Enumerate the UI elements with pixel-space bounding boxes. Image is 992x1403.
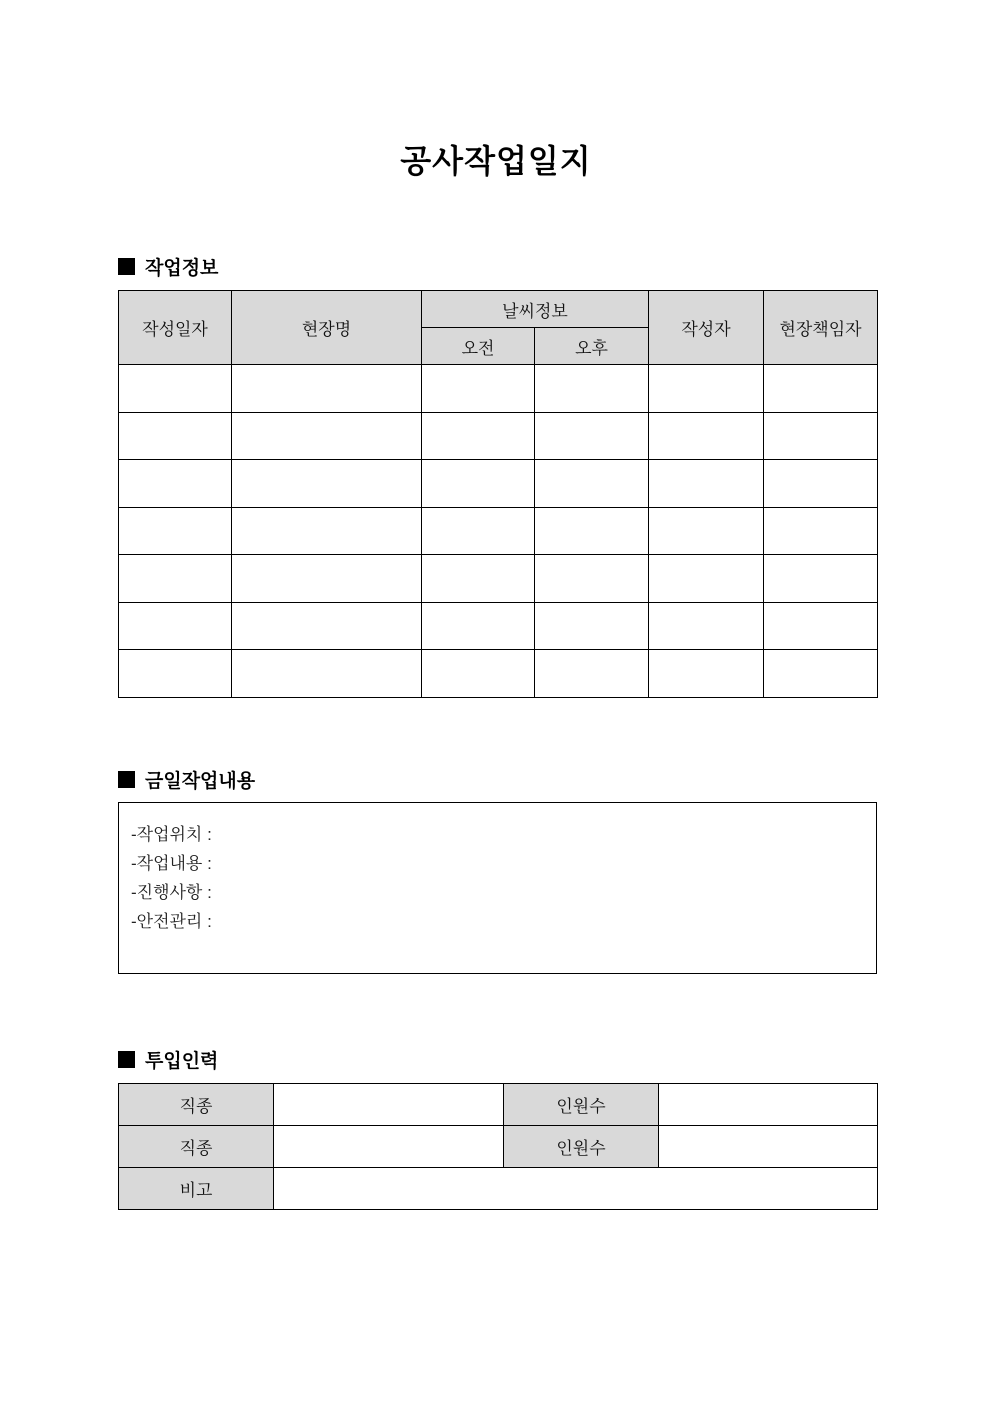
work-info-empty-row bbox=[119, 460, 878, 508]
manpower-label-cell: 인원수 bbox=[504, 1126, 659, 1168]
column-header-morning: 오전 bbox=[422, 328, 535, 365]
work-info-empty-row bbox=[119, 555, 878, 603]
column-header-weather: 날씨정보 bbox=[422, 291, 649, 328]
section-heading-manpower bbox=[118, 1046, 218, 1073]
work-info-empty-cell bbox=[764, 412, 878, 460]
manpower-table bbox=[118, 1083, 878, 1210]
section-heading-today-work bbox=[118, 766, 255, 793]
work-info-empty-row bbox=[119, 650, 878, 698]
section-heading-work-info bbox=[118, 253, 218, 280]
manpower-empty-cell bbox=[659, 1126, 878, 1168]
work-detail-line: -작업위치 : bbox=[131, 825, 212, 844]
work-info-table-body bbox=[119, 365, 878, 698]
work-info-empty-cell bbox=[764, 602, 878, 650]
work-info-table bbox=[118, 290, 878, 698]
work-info-empty-cell bbox=[232, 507, 422, 555]
work-info-empty-cell bbox=[649, 507, 764, 555]
work-info-empty-cell bbox=[119, 602, 232, 650]
column-header-date: 작성일자 bbox=[119, 291, 232, 365]
manpower-row bbox=[119, 1084, 878, 1126]
manpower-table-body bbox=[119, 1084, 878, 1210]
section-heading-label: 금일작업내용 bbox=[145, 771, 256, 792]
manpower-label-cell: 직종 bbox=[119, 1084, 274, 1126]
work-info-empty-cell bbox=[119, 365, 232, 413]
work-detail-line: -진행사항 : bbox=[131, 883, 212, 902]
work-info-empty-cell bbox=[764, 507, 878, 555]
work-info-empty-cell bbox=[232, 602, 422, 650]
work-info-empty-cell bbox=[535, 555, 649, 603]
work-info-empty-cell bbox=[764, 650, 878, 698]
column-header-author: 작성자 bbox=[649, 291, 764, 365]
work-info-empty-cell bbox=[649, 460, 764, 508]
work-info-empty-row bbox=[119, 365, 878, 413]
work-info-table-header bbox=[119, 291, 878, 365]
header-row-top bbox=[119, 291, 878, 328]
manpower-label-cell: 인원수 bbox=[504, 1084, 659, 1126]
work-info-empty-cell bbox=[764, 365, 878, 413]
work-info-empty-cell bbox=[119, 460, 232, 508]
work-info-empty-cell bbox=[422, 412, 535, 460]
section-heading-label: 작업정보 bbox=[145, 258, 219, 279]
black-square-icon bbox=[118, 258, 135, 275]
work-info-empty-cell bbox=[535, 365, 649, 413]
column-header-afternoon: 오후 bbox=[535, 328, 649, 365]
work-info-empty-cell bbox=[119, 507, 232, 555]
work-info-empty-row bbox=[119, 602, 878, 650]
manpower-label-cell: 비고 bbox=[119, 1168, 274, 1210]
work-info-empty-row bbox=[119, 507, 878, 555]
work-info-empty-cell bbox=[649, 650, 764, 698]
work-info-empty-cell bbox=[119, 412, 232, 460]
page-title: 공사작업일지 bbox=[400, 143, 592, 179]
work-info-empty-cell bbox=[422, 365, 535, 413]
work-info-empty-cell bbox=[649, 602, 764, 650]
work-info-empty-cell bbox=[232, 555, 422, 603]
work-info-empty-cell bbox=[649, 365, 764, 413]
work-info-empty-cell bbox=[119, 555, 232, 603]
manpower-empty-cell bbox=[274, 1084, 504, 1126]
work-info-empty-row bbox=[119, 412, 878, 460]
work-info-empty-cell bbox=[764, 460, 878, 508]
work-info-empty-cell bbox=[535, 602, 649, 650]
work-detail-line: -작업내용 : bbox=[131, 854, 212, 873]
work-info-empty-cell bbox=[535, 460, 649, 508]
work-info-empty-cell bbox=[422, 650, 535, 698]
manpower-empty-cell bbox=[659, 1084, 878, 1126]
work-info-empty-cell bbox=[232, 650, 422, 698]
work-info-empty-cell bbox=[535, 507, 649, 555]
column-header-site-name: 현장명 bbox=[232, 291, 422, 365]
today-work-lines bbox=[131, 820, 864, 936]
manpower-empty-cell bbox=[274, 1126, 504, 1168]
work-info-empty-cell bbox=[422, 507, 535, 555]
work-info-empty-cell bbox=[422, 602, 535, 650]
work-info-empty-cell bbox=[232, 365, 422, 413]
work-info-empty-cell bbox=[232, 412, 422, 460]
black-square-icon bbox=[118, 1051, 135, 1068]
today-work-box bbox=[118, 802, 877, 974]
work-info-empty-cell bbox=[422, 555, 535, 603]
work-info-empty-cell bbox=[422, 460, 535, 508]
work-info-empty-cell bbox=[535, 412, 649, 460]
work-info-empty-cell bbox=[649, 555, 764, 603]
manpower-label-cell: 직종 bbox=[119, 1126, 274, 1168]
work-info-empty-cell bbox=[649, 412, 764, 460]
manpower-row bbox=[119, 1126, 878, 1168]
work-info-empty-cell bbox=[119, 650, 232, 698]
column-header-site-manager: 현장책임자 bbox=[764, 291, 878, 365]
section-heading-label: 투입인력 bbox=[145, 1051, 219, 1072]
work-info-empty-cell bbox=[535, 650, 649, 698]
work-detail-line: -안전관리 : bbox=[131, 912, 212, 931]
black-square-icon bbox=[118, 771, 135, 788]
work-info-empty-cell bbox=[232, 460, 422, 508]
manpower-row bbox=[119, 1168, 878, 1210]
manpower-empty-cell bbox=[274, 1168, 878, 1210]
work-info-empty-cell bbox=[764, 555, 878, 603]
